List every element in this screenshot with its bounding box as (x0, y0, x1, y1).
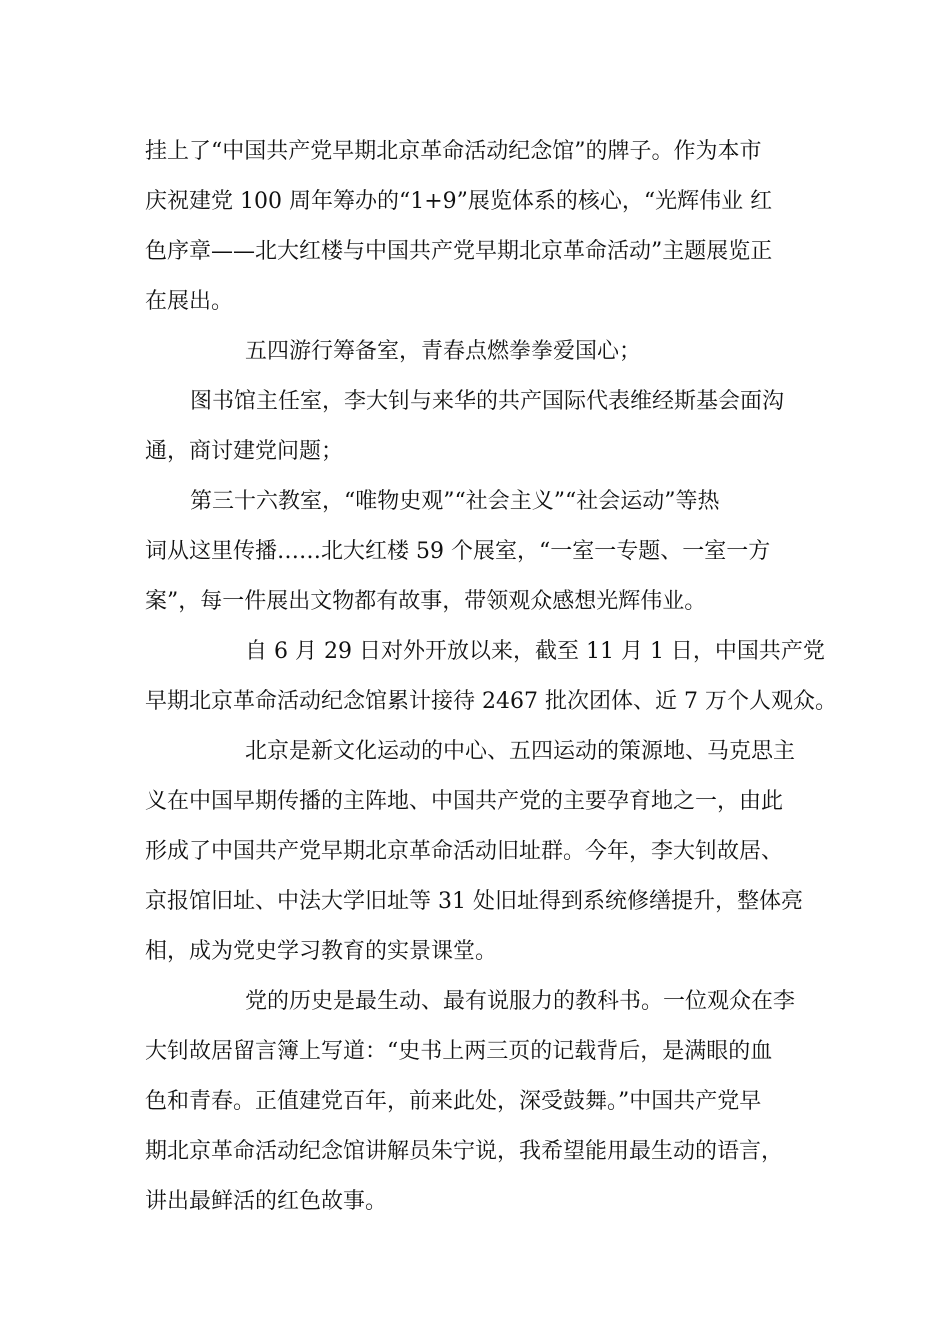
text-line-11: 自 6 月 29 日对外开放以来，截至 11 月 1 日，中国共产党 (245, 639, 825, 664)
text-line-2: 庆祝建党 100 周年筹办的“1+9”展览体系的核心，“光辉伟业 红 (145, 189, 773, 214)
text-line-15: 形成了中国共产党早期北京革命活动旧址群。今年，李大钊故居、 (145, 839, 784, 864)
text-line-16: 京报馆旧址、中法大学旧址等 31 处旧址得到系统修缮提升，整体亮 (145, 889, 803, 914)
text-line-18: 党的历史是最生动、最有说服力的教科书。一位观众在李 (245, 989, 796, 1014)
text-line-6: 图书馆主任室，李大钊与来华的共产国际代表维经斯基会面沟 (190, 389, 785, 414)
text-line-14: 义在中国早期传播的主阵地、中国共产党的主要孕育地之一，由此 (145, 789, 784, 814)
text-line-21: 期北京革命活动纪念馆讲解员朱宁说，我希望能用最生动的语言， (145, 1139, 784, 1164)
text-line-9: 词从这里传播……北大红楼 59 个展室，“一室一专题、一室一方 (145, 539, 771, 564)
text-line-4: 在展出。 (145, 289, 234, 314)
text-line-1: 挂上了“中国共产党早期北京革命活动纪念馆”的牌子。作为本市 (145, 139, 762, 164)
text-line-17: 相，成为党史学习教育的实景课堂。 (145, 939, 498, 964)
text-line-8: 第三十六教室，“唯物史观”“社会主义”“社会运动”等热 (190, 489, 720, 514)
paragraph-may-fourth: 五四游行筹备室，青春点燃拳拳爱国心； (245, 339, 642, 364)
text-line-20: 色和青春。正值建党百年，前来此处，深受鼓舞。”中国共产党早 (145, 1089, 762, 1114)
text-line-13: 北京是新文化运动的中心、五四运动的策源地、马克思主 (245, 739, 796, 764)
text-line-19: 大钊故居留言簿上写道：“史书上两三页的记载背后，是满眼的血 (145, 1039, 773, 1064)
text-line-22: 讲出最鲜活的红色故事。 (145, 1189, 388, 1214)
text-line-3: 色序章——北大红楼与中国共产党早期北京革命活动”主题展览正 (145, 239, 773, 264)
text-line-7: 通，商讨建党问题； (145, 439, 344, 464)
text-line-12: 早期北京革命活动纪念馆累计接待 2467 批次团体、近 7 万个人观众。 (145, 689, 837, 714)
text-line-10: 案”，每一件展出文物都有故事，带领观众感想光辉伟业。 (145, 589, 707, 614)
